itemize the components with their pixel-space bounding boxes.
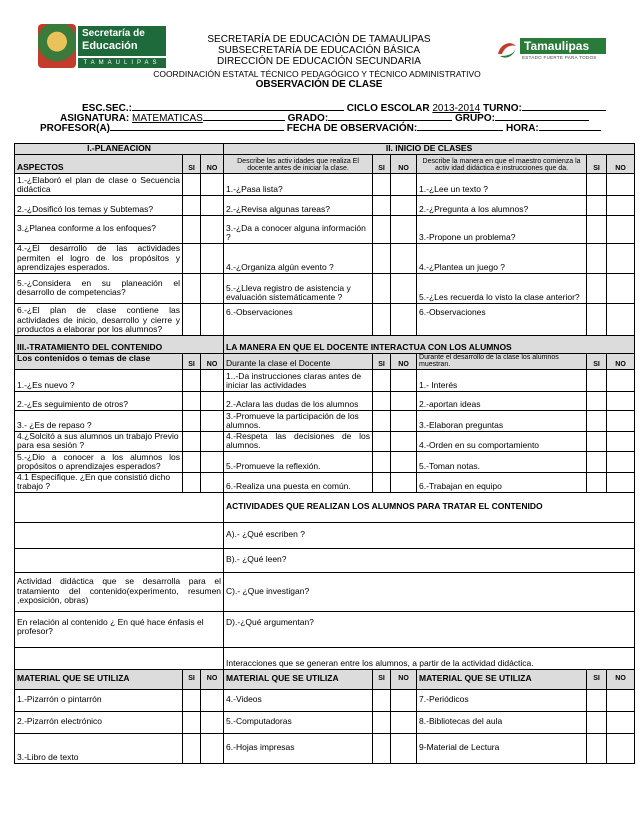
header-line-3: DIRECCIÓN DE EDUCACIÓN SECUNDARIA xyxy=(217,56,421,67)
table-row: 2.-¿Es seguimiento de otros? 2.-Aclara las dudas de los alumnos 2.-aportan ideas xyxy=(15,391,635,410)
table-row: 3.¿Planea conforme a los enfoques? 3.-¿Da a conocer alguna información ? 3.-Propone un problema? xyxy=(15,215,635,243)
table-row: 1.-¿Elaboró el plan de clase o Secuencia didáctica 1.-¿Pasa lista? 1.-¿Lee un texto ? xyxy=(15,173,635,195)
checkbox-no[interactable] xyxy=(607,410,635,431)
checkbox-si[interactable] xyxy=(183,451,201,472)
table-row: 3.-Libro de texto 6.-Hojas impresas 9-Material de Lectura xyxy=(15,733,635,763)
checkbox-no[interactable] xyxy=(391,733,417,763)
checkbox-si[interactable] xyxy=(183,273,201,303)
table-row: 6.-¿El plan de clase contiene las actividades de inicio, desarrollo y cierre y productos a elaborar por los alumnos? 6.-Observaciones 6.-Observaciones xyxy=(15,303,635,335)
actividad-row-b: B).- ¿Qué leen? xyxy=(15,548,635,572)
checkbox-no[interactable] xyxy=(201,303,224,335)
checkbox-no[interactable] xyxy=(391,215,417,243)
checkbox-si[interactable] xyxy=(373,391,391,410)
section-header-row xyxy=(15,144,635,155)
checkbox-no[interactable] xyxy=(391,243,417,273)
table-row: 1.-¿Es nuevo ? 1..-Da instrucciones claras antes de iniciar las actividades 1.- Interés xyxy=(15,369,635,391)
checkbox-no[interactable] xyxy=(201,733,224,763)
checkbox-no[interactable] xyxy=(607,472,635,492)
checkbox-si[interactable] xyxy=(373,733,391,763)
checkbox-si[interactable] xyxy=(587,451,607,472)
table-row: 4.¿Solcitó a sus alumnos un trabajo Previo para esa sesión ? 4.-Respeta las decisiones de los alumnos. 4.-Orden en su comportamiento xyxy=(15,431,635,451)
aspectos-header-row: ASPECTOS SI NO Describe las activ idades que realiza El docente antes de iniciar la clase. SI NO Describe la manera en que el maestro comienza la activ idad didáctica e instrucciones que da. SI NO xyxy=(15,154,635,173)
checkbox-no[interactable] xyxy=(201,472,224,492)
checkbox-si[interactable] xyxy=(373,195,391,215)
checkbox-si[interactable] xyxy=(373,173,391,195)
checkbox-no[interactable] xyxy=(391,195,417,215)
checkbox-no[interactable] xyxy=(201,195,224,215)
checkbox-si[interactable] xyxy=(373,410,391,431)
checkbox-si[interactable] xyxy=(183,369,201,391)
checkbox-no[interactable] xyxy=(391,391,417,410)
checkbox-no[interactable] xyxy=(607,391,635,410)
material-header-row: MATERIAL QUE SE UTILIZA SI NO MATERIAL QUE SE UTILIZA SI NO MATERIAL QUE SE UTILIZA SI NO xyxy=(15,669,635,689)
interacciones-row: Interacciones que se generan entre los alumnos, a partir de la actividad didáctica. xyxy=(15,647,635,669)
fecha-field[interactable] xyxy=(417,122,503,131)
checkbox-si[interactable] xyxy=(587,243,607,273)
table-row: 2.-Pizarrón electrónico 5.-Computadoras 8.-Bibliotecas del aula xyxy=(15,711,635,733)
checkbox-si[interactable] xyxy=(373,243,391,273)
checkbox-si[interactable] xyxy=(587,410,607,431)
docente-desc: Describe las activ idades que realiza El docente antes de iniciar la clase. xyxy=(224,154,373,173)
checkbox-no[interactable] xyxy=(201,451,224,472)
actividad-row-c: Actividad didáctica que se desarrolla para el tratamiento del contenido(experimento, resumen ,exposición, obras) C).- ¿Que investigan? xyxy=(15,572,635,611)
checkbox-si[interactable] xyxy=(373,472,391,492)
header-line-4: COORDINACIÓN ESTATAL TÉCNICO PEDAGÓGICO Y TÉCNICO ADMINISTRATIVO xyxy=(153,69,481,79)
checkbox-no[interactable] xyxy=(607,431,635,451)
blank-cell[interactable] xyxy=(15,522,224,548)
checkbox-si[interactable] xyxy=(183,391,201,410)
actividad-row-d: En relación al contenido ¿ En qué hace énfasis el profesor? D).-¿Qué argumentan? xyxy=(15,611,635,647)
header-line-1: SECRETARÍA DE EDUCACIÓN DE TAMAULIPAS xyxy=(207,34,431,45)
table-row: 4.1 Especifique. ¿En que consistió dicho trabajo ? 6.-Realiza una puesta en común. 6.-Trabajan en equipo xyxy=(15,472,635,492)
checkbox-si[interactable] xyxy=(373,431,391,451)
checkbox-no[interactable] xyxy=(607,195,635,215)
interactua-header: LA MANERA EN QUE EL DOCENTE INTERACTUA CON LOS ALUMNOS xyxy=(224,335,635,353)
checkbox-si[interactable] xyxy=(587,303,607,335)
checkbox-no[interactable] xyxy=(201,243,224,273)
tratamiento-header: III.-TRATAMIENTO DEL CONTENIDO xyxy=(15,335,224,353)
table-row: 5.-¿Considera en su planeación el desarrollo de competencias? 5.-¿Lleva registro de asistencia y evaluación sistemáticamente ? 5.-¿Les recuerda lo visto la clase anterior? xyxy=(15,273,635,303)
checkbox-si[interactable] xyxy=(587,369,607,391)
checkbox-si[interactable] xyxy=(183,431,201,451)
checkbox-si[interactable] xyxy=(587,431,607,451)
checkbox-si[interactable] xyxy=(587,173,607,195)
asignatura-field[interactable] xyxy=(203,112,285,121)
logo-band: Secretaría de Educación xyxy=(78,26,166,56)
checkbox-si[interactable] xyxy=(587,273,607,303)
checkbox-si[interactable] xyxy=(183,689,201,711)
checkbox-no[interactable] xyxy=(201,689,224,711)
checkbox-si[interactable] xyxy=(587,472,607,492)
table-row: 4.-¿El desarrollo de las actividades permiten el logro de los propósitos y aprendizajes esperados. 4.-¿Organiza algún evento ? 4.-¿Plantea un juego ? xyxy=(15,243,635,273)
checkbox-no[interactable] xyxy=(607,173,635,195)
checkbox-si[interactable] xyxy=(587,689,607,711)
secretaria-educacion-logo: Secretaría de Educación TAMAULIPAS xyxy=(36,22,166,72)
checkbox-no[interactable] xyxy=(391,689,417,711)
ciclo-value[interactable]: 2013-2014 xyxy=(432,103,481,114)
asignatura-row: ASIGNATURA: MATEMATICAS GRADO: GRUPO: xyxy=(60,112,589,124)
checkbox-no[interactable] xyxy=(391,472,417,492)
checkbox-no[interactable] xyxy=(391,711,417,733)
checkbox-no[interactable] xyxy=(607,689,635,711)
turno-field[interactable] xyxy=(522,102,606,111)
checkbox-si[interactable] xyxy=(183,195,201,215)
checkbox-no[interactable] xyxy=(201,431,224,451)
checkbox-no[interactable] xyxy=(391,303,417,335)
checkbox-si[interactable] xyxy=(373,215,391,243)
tratamiento-header-row xyxy=(15,335,635,353)
checkbox-si[interactable] xyxy=(183,410,201,431)
checkbox-no[interactable] xyxy=(607,243,635,273)
checkbox-no[interactable] xyxy=(391,369,417,391)
checkbox-no[interactable] xyxy=(201,215,224,243)
checkbox-si[interactable] xyxy=(373,303,391,335)
checkbox-no[interactable] xyxy=(607,303,635,335)
checkbox-si[interactable] xyxy=(587,215,607,243)
checkbox-no[interactable] xyxy=(607,273,635,303)
checkbox-no[interactable] xyxy=(391,173,417,195)
checkbox-no[interactable] xyxy=(607,369,635,391)
escuela-row: ESC.SEC.: CICLO ESCOLAR 2013-2014 TURNO: xyxy=(82,102,606,114)
checkbox-si[interactable] xyxy=(183,472,201,492)
observation-form-table xyxy=(14,143,635,764)
checkbox-si[interactable] xyxy=(587,391,607,410)
checkbox-si[interactable] xyxy=(183,215,201,243)
checkbox-si[interactable] xyxy=(183,711,201,733)
checkbox-si[interactable] xyxy=(373,369,391,391)
checkbox-no[interactable] xyxy=(607,215,635,243)
tratamiento-subheader-row: Los contenidos o temas de clase SI NO Durante la clase el Docente SI NO Durante el desarrollo de la clase los alumnos muestran. SI NO xyxy=(15,353,635,369)
maestro-desc: Describe la manera en que el maestro comienza la activ idad didáctica e instrucciones que da. xyxy=(417,154,587,173)
inicio-header: II. INICIO DE CLASES xyxy=(224,144,635,155)
actividades-title: ACTIVIDADES QUE REALIZAN LOS ALUMNOS PARA TRATAR EL CONTENIDO xyxy=(224,492,635,522)
checkbox-no[interactable] xyxy=(391,273,417,303)
asignatura-value[interactable]: MATEMATICAS xyxy=(132,113,203,124)
grado-field[interactable] xyxy=(328,112,452,121)
checkbox-si[interactable] xyxy=(373,711,391,733)
profesor-row: PROFESOR(A) FECHA DE OBSERVACIÓN: HORA: xyxy=(40,122,601,134)
checkbox-no[interactable] xyxy=(201,711,224,733)
checkbox-no[interactable] xyxy=(201,273,224,303)
checkbox-si[interactable] xyxy=(373,689,391,711)
blank-cell[interactable] xyxy=(15,492,224,522)
table-row: 1.-Pizarrón o pintarrón 4.-Videos 7.-Periódicos xyxy=(15,689,635,711)
checkbox-si[interactable] xyxy=(373,451,391,472)
tamaulipas-logo: Tamaulipas ESTADO FUERTE PARA TODOS xyxy=(496,38,606,64)
checkbox-si[interactable] xyxy=(183,243,201,273)
profesor-field[interactable] xyxy=(110,122,284,131)
checkbox-no[interactable] xyxy=(607,733,635,763)
checkbox-si[interactable] xyxy=(587,733,607,763)
checkbox-si[interactable] xyxy=(587,195,607,215)
page-title: OBSERVACIÓN DE CLASE xyxy=(255,79,383,90)
checkbox-si[interactable] xyxy=(183,173,201,195)
table-row: 3.- ¿Es de repaso ? 3.-Promueve la participación de los alumnos. 3.-Elaboran preguntas xyxy=(15,410,635,431)
checkbox-si[interactable] xyxy=(587,711,607,733)
checkbox-si[interactable] xyxy=(183,733,201,763)
header-line-2: SUBSECRETARÍA DE EDUCACIÓN BÁSICA xyxy=(217,45,421,56)
table-row: 2.-¿Dosificó los temas y Subtemas? 2.-¿Revisa algunas tareas? 2.-¿Pregunta a los alumnos? xyxy=(15,195,635,215)
hora-field[interactable] xyxy=(539,122,601,131)
checkbox-si[interactable] xyxy=(373,273,391,303)
actividad-row-a: A).- ¿Qué escriben ? xyxy=(15,522,635,548)
blank-cell[interactable] xyxy=(15,647,224,669)
checkbox-no[interactable] xyxy=(391,431,417,451)
checkbox-no[interactable] xyxy=(201,410,224,431)
checkbox-si[interactable] xyxy=(183,303,201,335)
checkbox-no[interactable] xyxy=(391,410,417,431)
grupo-field[interactable] xyxy=(495,112,589,121)
table-row: 5.-¿Dio a conocer a los alumnos los propósitos o aprendizajes esperados? 5.-Promueve la reflexión. 5.-Toman notas. xyxy=(15,451,635,472)
actividades-title-row xyxy=(15,492,635,522)
escuela-field[interactable] xyxy=(132,102,344,111)
checkbox-no[interactable] xyxy=(607,451,635,472)
checkbox-no[interactable] xyxy=(607,711,635,733)
checkbox-no[interactable] xyxy=(201,369,224,391)
checkbox-no[interactable] xyxy=(391,451,417,472)
blank-cell[interactable] xyxy=(15,548,224,572)
planeacion-header: I.-PLANEACION xyxy=(15,144,224,155)
checkbox-no[interactable] xyxy=(201,391,224,410)
checkbox-no[interactable] xyxy=(201,173,224,195)
